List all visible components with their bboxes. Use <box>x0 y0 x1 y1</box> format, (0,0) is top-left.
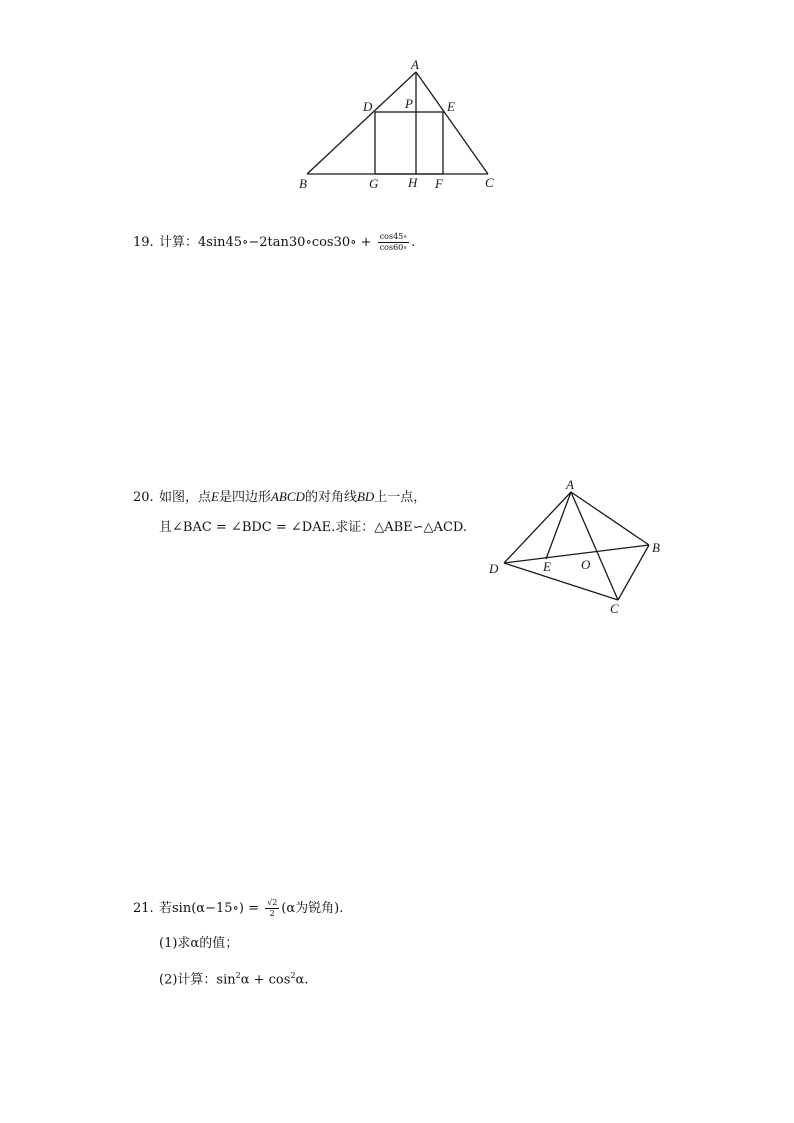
fraction-sqrt2-over-2 <box>265 898 279 919</box>
diagonal-DB <box>504 545 649 563</box>
fraction-denominator: 2 <box>269 909 275 918</box>
label-P: P <box>405 96 413 111</box>
question-21-part2 <box>159 967 308 989</box>
q21-part2-text: α. <box>295 972 309 988</box>
fraction-numerator: cos45∘ <box>379 232 408 241</box>
q20-condition-and-proof: 且∠BAC = ∠BDC = ∠DAE.求证：△ABE∽△ACD. <box>159 520 467 535</box>
fraction-denominator: cos60∘ <box>379 243 408 252</box>
q21-stem-tail: (α为锐角). <box>281 901 344 916</box>
question-19-period: . <box>411 235 416 250</box>
question-number: 21. <box>133 901 154 916</box>
label-H: H <box>408 175 418 190</box>
label-A: A <box>411 57 419 72</box>
exponent: 2 <box>235 971 241 980</box>
q20-diagonal-BD: BD <box>356 489 375 504</box>
exponent: 2 <box>290 971 296 980</box>
segment-DA <box>504 492 571 563</box>
label-E: E <box>543 559 551 574</box>
label-D: D <box>489 561 499 576</box>
label-F: F <box>435 176 443 191</box>
label-A: A <box>566 477 574 492</box>
label-C: C <box>485 175 494 190</box>
q21-part2-text: (2)计算：sin <box>159 972 236 988</box>
q20-quad-ABCD: ABCD <box>270 489 305 504</box>
segment-CD <box>504 563 618 600</box>
q20-text: 是四边形 <box>218 490 271 505</box>
label-E: E <box>447 99 455 114</box>
label-G: G <box>369 176 379 191</box>
q21-part1-text: (1)求α的值； <box>159 936 239 951</box>
fraction-numerator: √2 <box>267 898 278 907</box>
label-B: B <box>652 540 660 555</box>
question-21 <box>133 898 343 919</box>
segment-AE <box>546 492 571 559</box>
question-number: 20. <box>133 490 154 505</box>
question-21-part1 <box>159 935 238 953</box>
q21-part2-text: α + cos <box>240 972 291 988</box>
label-C: C <box>610 601 619 616</box>
q20-text: 如图，点 <box>159 490 212 505</box>
q20-text: 上一点， <box>374 490 427 505</box>
q20-text: 的对角线 <box>304 490 357 505</box>
label-B: B <box>299 176 307 191</box>
question-number: 19. <box>133 235 154 250</box>
q20-point-E: E <box>211 489 219 504</box>
q21-stem: 若sin(α−15∘) = <box>159 901 259 916</box>
label-O: O <box>581 557 591 572</box>
label-D: D <box>363 99 373 114</box>
question-19-expression: 计算：4sin45∘−2tan30∘cos30∘ + <box>159 235 372 250</box>
segment-BC <box>618 545 649 600</box>
